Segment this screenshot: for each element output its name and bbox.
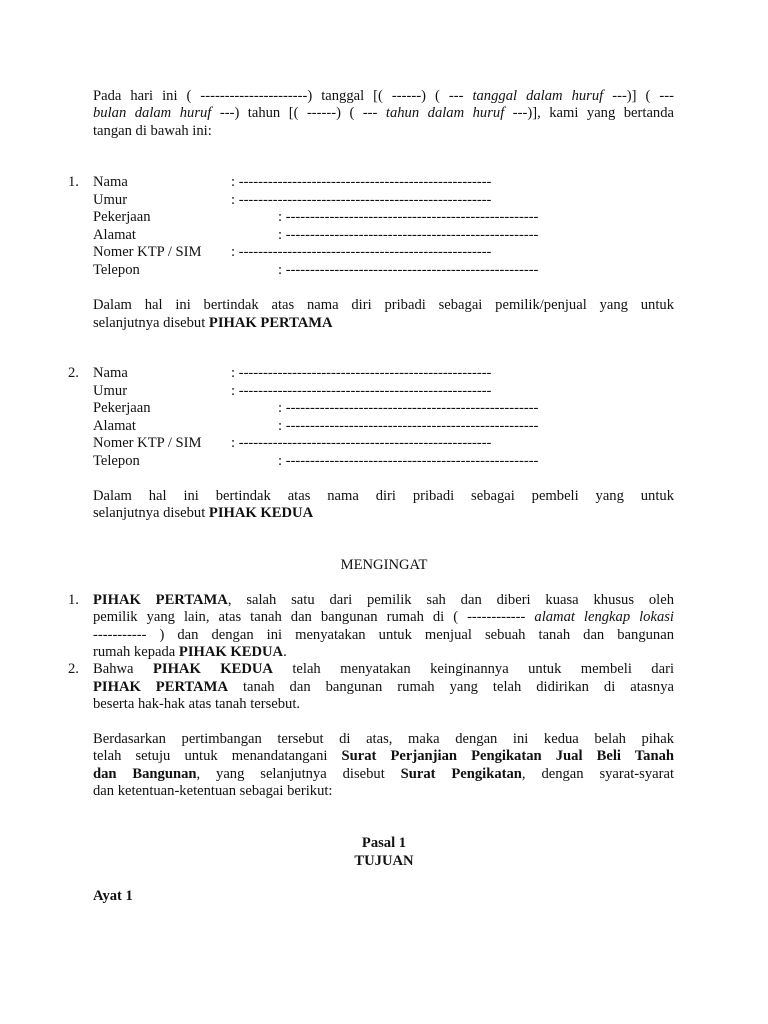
ayat-heading: Ayat 1 (93, 888, 133, 904)
pasal-subtitle: TUJUAN (354, 853, 414, 869)
party2-value-pekerjaan: : ---------------------------------------------------- (278, 400, 539, 416)
party2-desc-line-2: selanjutnya disebut PIHAK KEDUA (93, 505, 314, 521)
mengingat-heading: MENGINGAT (340, 557, 428, 573)
party2-field-nama: Nama (93, 365, 128, 381)
party1-value-ktp: : ---------------------------------------------------- (231, 244, 492, 260)
party1-value-telepon: : ---------------------------------------------------- (278, 262, 539, 278)
party1-value-umur: : ---------------------------------------------------- (231, 192, 492, 208)
pertimbangan-line-1: Berdasarkan pertimbangan tersebut di atas, maka dengan ini kedua belah pihak (93, 731, 674, 747)
party2-value-umur: : ---------------------------------------------------- (231, 383, 492, 399)
mengingat-item1-line-4: rumah kepada PIHAK KEDUA. (93, 644, 287, 660)
party1-value-alamat: : ---------------------------------------------------- (278, 227, 539, 243)
pertimbangan-line-3: dan Bangunan, yang selanjutnya disebut Surat Pengikatan, dengan syarat-syarat (93, 766, 675, 782)
intro-line-3: tangan di bawah ini: (93, 123, 212, 139)
party1-field-ktp: Nomer KTP / SIM (93, 244, 202, 260)
party2-field-ktp: Nomer KTP / SIM (93, 435, 202, 451)
party2-value-nama: : ---------------------------------------------------- (231, 365, 492, 381)
party1-number: 1. (68, 174, 79, 190)
party1-field-umur: Umur (93, 192, 128, 208)
pasal-title: Pasal 1 (361, 835, 407, 851)
mengingat-item2-line-3: beserta hak-hak atas tanah tersebut. (93, 696, 301, 712)
party2-field-telepon: Telepon (93, 453, 140, 469)
party1-desc-line-1: Dalam hal ini bertindak atas nama diri pribadi sebagai pemilik/penjual yang untuk (93, 297, 674, 313)
mengingat-item2-line-2: PIHAK PERTAMA tanah dan bangunan rumah yang telah didirikan di atasnya (93, 679, 674, 695)
party2-field-alamat: Alamat (93, 418, 136, 434)
mengingat-item1-line-3: ----------- ) dan dengan ini menyatakan untuk menjual sebuah tanah dan bangunan (93, 627, 674, 643)
intro-line-1: Pada hari ini ( ----------------------) tanggal [( ------) ( --- tanggal dalam huruf ---)] ( --- (93, 88, 675, 104)
party2-desc-line-1: Dalam hal ini bertindak atas nama diri pribadi sebagai pembeli yang untuk (93, 488, 674, 504)
pertimbangan-line-2: telah setuju untuk menandatangani Surat Perjanjian Pengikatan Jual Beli Tanah (93, 748, 674, 764)
mengingat-item1-line-2: pemilik yang lain, atas tanah dan bangunan rumah di ( ------------ alamat lengkap lokasi (93, 609, 674, 625)
party1-desc-line-2: selanjutnya disebut PIHAK PERTAMA (93, 315, 333, 331)
party1-field-telepon: Telepon (93, 262, 140, 278)
party1-value-pekerjaan: : ---------------------------------------------------- (278, 209, 539, 225)
mengingat-item1-number: 1. (68, 592, 79, 608)
pertimbangan-line-4: dan ketentuan-ketentuan sebagai berikut: (93, 783, 333, 799)
party1-value-nama: : ---------------------------------------------------- (231, 174, 492, 190)
party1-field-alamat: Alamat (93, 227, 136, 243)
party2-field-pekerjaan: Pekerjaan (93, 400, 151, 416)
party2-value-alamat: : ---------------------------------------------------- (278, 418, 539, 434)
party2-number: 2. (68, 365, 79, 381)
party1-field-pekerjaan: Pekerjaan (93, 209, 151, 225)
mengingat-item2-line-1: Bahwa PIHAK KEDUA telah menyatakan keinginannya untuk membeli dari (93, 661, 674, 677)
party2-value-telepon: : ---------------------------------------------------- (278, 453, 539, 469)
mengingat-item2-number: 2. (68, 661, 79, 677)
party2-field-umur: Umur (93, 383, 128, 399)
mengingat-item1-line-1: PIHAK PERTAMA, salah satu dari pemilik sah dan diberi kuasa khusus oleh (93, 592, 674, 608)
party2-value-ktp: : ---------------------------------------------------- (231, 435, 492, 451)
party1-field-nama: Nama (93, 174, 128, 190)
intro-line-2: bulan dalam huruf ---) tahun [( ------) ( --- tahun dalam huruf ---)], kami yang bertanda (93, 105, 674, 121)
